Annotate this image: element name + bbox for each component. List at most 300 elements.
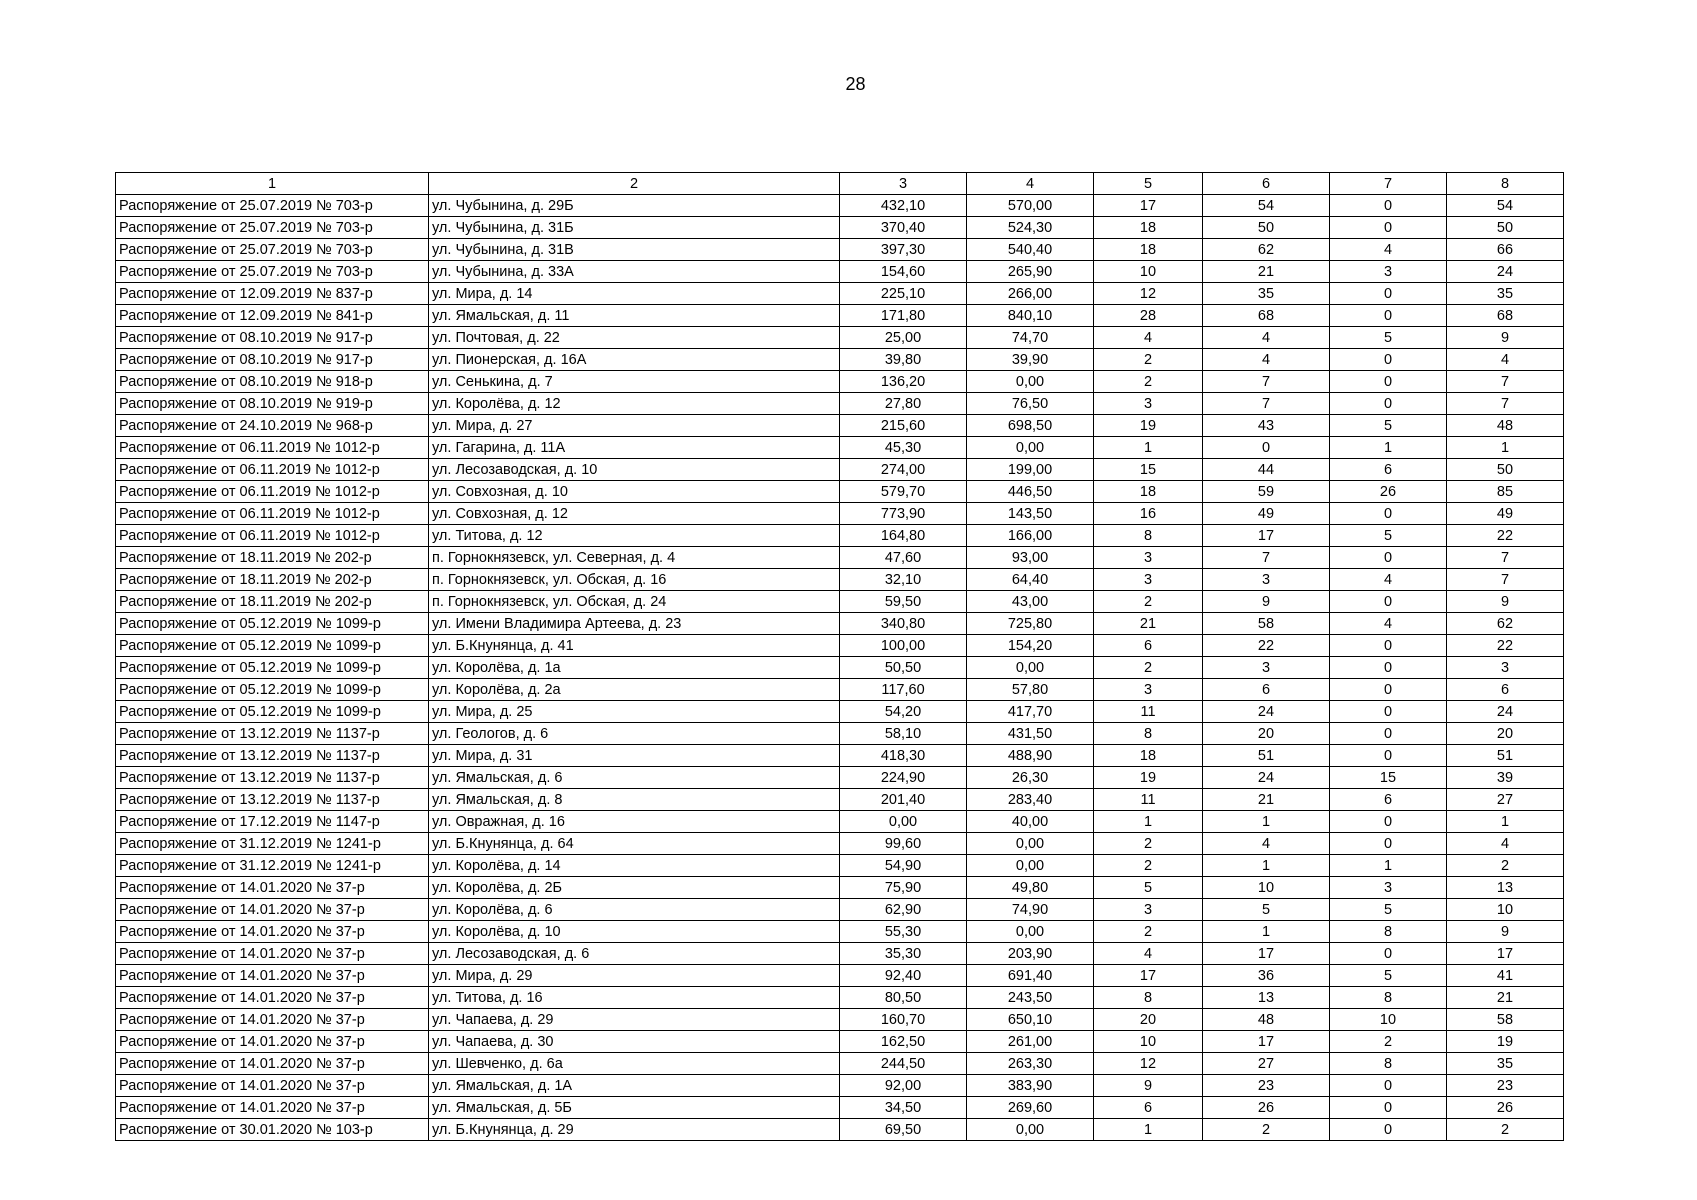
col3-cell: 136,20	[840, 371, 967, 393]
address-cell: ул. Ямальская, д. 6	[429, 767, 840, 789]
col6-cell: 17	[1203, 525, 1330, 547]
document-cell: Распоряжение от 14.01.2020 № 37-р	[116, 943, 429, 965]
col5-cell: 28	[1094, 305, 1203, 327]
col3-cell: 59,50	[840, 591, 967, 613]
col5-cell: 1	[1094, 1119, 1203, 1141]
col7-cell: 0	[1330, 305, 1447, 327]
col4-cell: 263,30	[967, 1053, 1094, 1075]
document-cell: Распоряжение от 24.10.2019 № 968-р	[116, 415, 429, 437]
col5-cell: 10	[1094, 261, 1203, 283]
table-row	[116, 305, 1564, 327]
col6-cell: 7	[1203, 393, 1330, 415]
col7-cell: 5	[1330, 415, 1447, 437]
col5-cell: 3	[1094, 569, 1203, 591]
col4-cell: 0,00	[967, 855, 1094, 877]
col4-cell: 570,00	[967, 195, 1094, 217]
address-cell: п. Горнокнязевск, ул. Обская, д. 24	[429, 591, 840, 613]
address-cell: ул. Титова, д. 16	[429, 987, 840, 1009]
col4-cell: 39,90	[967, 349, 1094, 371]
col4-cell: 265,90	[967, 261, 1094, 283]
col5-cell: 15	[1094, 459, 1203, 481]
address-cell: ул. Чубынина, д. 31Б	[429, 217, 840, 239]
col3-cell: 117,60	[840, 679, 967, 701]
col8-cell: 2	[1447, 855, 1564, 877]
col6-cell: 1	[1203, 811, 1330, 833]
address-cell: ул. Титова, д. 12	[429, 525, 840, 547]
table-row	[116, 1097, 1564, 1119]
col6-cell: 2	[1203, 1119, 1330, 1141]
document-cell: Распоряжение от 05.12.2019 № 1099-р	[116, 613, 429, 635]
col7-cell: 0	[1330, 943, 1447, 965]
table-row	[116, 239, 1564, 261]
col3-cell: 432,10	[840, 195, 967, 217]
table-row	[116, 261, 1564, 283]
header-cell-1: 1	[116, 173, 429, 195]
document-cell: Распоряжение от 14.01.2020 № 37-р	[116, 1053, 429, 1075]
col7-cell: 2	[1330, 1031, 1447, 1053]
header-cell-4: 4	[967, 173, 1094, 195]
document-cell: Распоряжение от 14.01.2020 № 37-р	[116, 921, 429, 943]
document-cell: Распоряжение от 14.01.2020 № 37-р	[116, 899, 429, 921]
document-cell: Распоряжение от 12.09.2019 № 837-р	[116, 283, 429, 305]
address-cell: ул. Чапаева, д. 29	[429, 1009, 840, 1031]
col6-cell: 50	[1203, 217, 1330, 239]
col8-cell: 51	[1447, 745, 1564, 767]
col4-cell: 261,00	[967, 1031, 1094, 1053]
address-cell: ул. Мира, д. 31	[429, 745, 840, 767]
col6-cell: 4	[1203, 327, 1330, 349]
col5-cell: 20	[1094, 1009, 1203, 1031]
document-cell: Распоряжение от 06.11.2019 № 1012-р	[116, 481, 429, 503]
col5-cell: 9	[1094, 1075, 1203, 1097]
address-cell: ул. Совхозная, д. 12	[429, 503, 840, 525]
col5-cell: 21	[1094, 613, 1203, 635]
table-row	[116, 899, 1564, 921]
address-cell: ул. Б.Кнунянца, д. 64	[429, 833, 840, 855]
document-cell: Распоряжение от 05.12.2019 № 1099-р	[116, 701, 429, 723]
address-cell: ул. Ямальская, д. 11	[429, 305, 840, 327]
col7-cell: 8	[1330, 921, 1447, 943]
col6-cell: 27	[1203, 1053, 1330, 1075]
document-cell: Распоряжение от 12.09.2019 № 841-р	[116, 305, 429, 327]
col5-cell: 2	[1094, 855, 1203, 877]
col5-cell: 19	[1094, 767, 1203, 789]
col4-cell: 76,50	[967, 393, 1094, 415]
address-cell: п. Горнокнязевск, ул. Северная, д. 4	[429, 547, 840, 569]
table-row	[116, 701, 1564, 723]
col5-cell: 6	[1094, 635, 1203, 657]
address-cell: ул. Ямальская, д. 8	[429, 789, 840, 811]
col7-cell: 0	[1330, 701, 1447, 723]
col8-cell: 22	[1447, 635, 1564, 657]
col3-cell: 92,40	[840, 965, 967, 987]
table-row	[116, 635, 1564, 657]
col7-cell: 0	[1330, 503, 1447, 525]
document-cell: Распоряжение от 18.11.2019 № 202-р	[116, 591, 429, 613]
col6-cell: 3	[1203, 657, 1330, 679]
col4-cell: 540,40	[967, 239, 1094, 261]
col8-cell: 4	[1447, 349, 1564, 371]
document-cell: Распоряжение от 13.12.2019 № 1137-р	[116, 767, 429, 789]
col4-cell: 725,80	[967, 613, 1094, 635]
col3-cell: 418,30	[840, 745, 967, 767]
col4-cell: 199,00	[967, 459, 1094, 481]
col3-cell: 773,90	[840, 503, 967, 525]
document-cell: Распоряжение от 08.10.2019 № 919-р	[116, 393, 429, 415]
table-row	[116, 987, 1564, 1009]
table-row	[116, 657, 1564, 679]
col8-cell: 6	[1447, 679, 1564, 701]
col5-cell: 17	[1094, 195, 1203, 217]
col7-cell: 1	[1330, 437, 1447, 459]
header-cell-2: 2	[429, 173, 840, 195]
table-row	[116, 877, 1564, 899]
document-cell: Распоряжение от 08.10.2019 № 918-р	[116, 371, 429, 393]
col7-cell: 3	[1330, 261, 1447, 283]
col7-cell: 5	[1330, 525, 1447, 547]
col4-cell: 0,00	[967, 657, 1094, 679]
table-row	[116, 525, 1564, 547]
col5-cell: 1	[1094, 437, 1203, 459]
col5-cell: 19	[1094, 415, 1203, 437]
col4-cell: 0,00	[967, 1119, 1094, 1141]
col4-cell: 57,80	[967, 679, 1094, 701]
col5-cell: 2	[1094, 371, 1203, 393]
document-cell: Распоряжение от 06.11.2019 № 1012-р	[116, 459, 429, 481]
col3-cell: 80,50	[840, 987, 967, 1009]
col8-cell: 85	[1447, 481, 1564, 503]
document-cell: Распоряжение от 31.12.2019 № 1241-р	[116, 833, 429, 855]
document-cell: Распоряжение от 06.11.2019 № 1012-р	[116, 437, 429, 459]
table-row	[116, 855, 1564, 877]
col8-cell: 20	[1447, 723, 1564, 745]
address-cell: ул. Королёва, д. 14	[429, 855, 840, 877]
document-cell: Распоряжение от 13.12.2019 № 1137-р	[116, 745, 429, 767]
col8-cell: 1	[1447, 437, 1564, 459]
col4-cell: 650,10	[967, 1009, 1094, 1031]
col7-cell: 0	[1330, 679, 1447, 701]
col3-cell: 55,30	[840, 921, 967, 943]
col4-cell: 243,50	[967, 987, 1094, 1009]
document-cell: Распоряжение от 13.12.2019 № 1137-р	[116, 723, 429, 745]
address-cell: ул. Чубынина, д. 31В	[429, 239, 840, 261]
col3-cell: 164,80	[840, 525, 967, 547]
col4-cell: 383,90	[967, 1075, 1094, 1097]
col6-cell: 62	[1203, 239, 1330, 261]
table-row	[116, 833, 1564, 855]
col6-cell: 9	[1203, 591, 1330, 613]
col3-cell: 45,30	[840, 437, 967, 459]
document-cell: Распоряжение от 13.12.2019 № 1137-р	[116, 789, 429, 811]
col7-cell: 10	[1330, 1009, 1447, 1031]
col8-cell: 24	[1447, 701, 1564, 723]
table-row	[116, 745, 1564, 767]
col3-cell: 54,90	[840, 855, 967, 877]
col8-cell: 7	[1447, 393, 1564, 415]
col3-cell: 32,10	[840, 569, 967, 591]
col4-cell: 64,40	[967, 569, 1094, 591]
col3-cell: 62,90	[840, 899, 967, 921]
table-row	[116, 811, 1564, 833]
col8-cell: 21	[1447, 987, 1564, 1009]
col5-cell: 2	[1094, 833, 1203, 855]
col4-cell: 43,00	[967, 591, 1094, 613]
col8-cell: 2	[1447, 1119, 1564, 1141]
document-cell: Распоряжение от 08.10.2019 № 917-р	[116, 327, 429, 349]
document-cell: Распоряжение от 14.01.2020 № 37-р	[116, 1009, 429, 1031]
document-cell: Распоряжение от 14.01.2020 № 37-р	[116, 1097, 429, 1119]
col7-cell: 3	[1330, 877, 1447, 899]
col5-cell: 8	[1094, 987, 1203, 1009]
col4-cell: 840,10	[967, 305, 1094, 327]
col8-cell: 26	[1447, 1097, 1564, 1119]
col6-cell: 7	[1203, 547, 1330, 569]
col7-cell: 6	[1330, 789, 1447, 811]
col4-cell: 40,00	[967, 811, 1094, 833]
col4-cell: 93,00	[967, 547, 1094, 569]
document-cell: Распоряжение от 05.12.2019 № 1099-р	[116, 657, 429, 679]
col3-cell: 201,40	[840, 789, 967, 811]
col3-cell: 224,90	[840, 767, 967, 789]
col7-cell: 8	[1330, 987, 1447, 1009]
header-cell-8: 8	[1447, 173, 1564, 195]
table-row	[116, 591, 1564, 613]
table-row	[116, 943, 1564, 965]
col7-cell: 0	[1330, 1075, 1447, 1097]
col5-cell: 18	[1094, 217, 1203, 239]
col6-cell: 48	[1203, 1009, 1330, 1031]
address-cell: ул. Мира, д. 29	[429, 965, 840, 987]
col6-cell: 58	[1203, 613, 1330, 635]
address-cell: ул. Королёва, д. 12	[429, 393, 840, 415]
col6-cell: 7	[1203, 371, 1330, 393]
col4-cell: 446,50	[967, 481, 1094, 503]
col3-cell: 215,60	[840, 415, 967, 437]
document-cell: Распоряжение от 08.10.2019 № 917-р	[116, 349, 429, 371]
col5-cell: 6	[1094, 1097, 1203, 1119]
address-cell: ул. Лесозаводская, д. 10	[429, 459, 840, 481]
col6-cell: 10	[1203, 877, 1330, 899]
table-row	[116, 415, 1564, 437]
document-cell: Распоряжение от 25.07.2019 № 703-р	[116, 217, 429, 239]
table-row	[116, 1119, 1564, 1141]
table-row	[116, 569, 1564, 591]
table-body	[116, 195, 1564, 1141]
col3-cell: 244,50	[840, 1053, 967, 1075]
col6-cell: 26	[1203, 1097, 1330, 1119]
document-cell: Распоряжение от 25.07.2019 № 703-р	[116, 239, 429, 261]
col5-cell: 8	[1094, 723, 1203, 745]
col6-cell: 24	[1203, 701, 1330, 723]
address-cell: ул. Шевченко, д. 6а	[429, 1053, 840, 1075]
col7-cell: 5	[1330, 965, 1447, 987]
address-cell: ул. Пионерская, д. 16А	[429, 349, 840, 371]
col6-cell: 21	[1203, 789, 1330, 811]
col5-cell: 2	[1094, 591, 1203, 613]
col5-cell: 2	[1094, 349, 1203, 371]
col3-cell: 225,10	[840, 283, 967, 305]
col8-cell: 39	[1447, 767, 1564, 789]
col4-cell: 203,90	[967, 943, 1094, 965]
col7-cell: 15	[1330, 767, 1447, 789]
col3-cell: 75,90	[840, 877, 967, 899]
page-number: 28	[845, 74, 866, 94]
document-cell: Распоряжение от 14.01.2020 № 37-р	[116, 1031, 429, 1053]
col6-cell: 13	[1203, 987, 1330, 1009]
address-cell: ул. Королёва, д. 6	[429, 899, 840, 921]
document-cell: Распоряжение от 05.12.2019 № 1099-р	[116, 635, 429, 657]
col6-cell: 51	[1203, 745, 1330, 767]
col3-cell: 25,00	[840, 327, 967, 349]
col8-cell: 7	[1447, 569, 1564, 591]
col5-cell: 2	[1094, 657, 1203, 679]
col3-cell: 39,80	[840, 349, 967, 371]
col3-cell: 160,70	[840, 1009, 967, 1031]
table-row	[116, 217, 1564, 239]
col3-cell: 58,10	[840, 723, 967, 745]
col8-cell: 3	[1447, 657, 1564, 679]
col4-cell: 74,70	[967, 327, 1094, 349]
col8-cell: 22	[1447, 525, 1564, 547]
col7-cell: 0	[1330, 547, 1447, 569]
col6-cell: 68	[1203, 305, 1330, 327]
col7-cell: 1	[1330, 855, 1447, 877]
col5-cell: 3	[1094, 547, 1203, 569]
col6-cell: 35	[1203, 283, 1330, 305]
address-cell: ул. Чубынина, д. 33А	[429, 261, 840, 283]
table-row	[116, 283, 1564, 305]
col4-cell: 0,00	[967, 371, 1094, 393]
address-cell: ул. Овражная, д. 16	[429, 811, 840, 833]
col4-cell: 283,40	[967, 789, 1094, 811]
col8-cell: 68	[1447, 305, 1564, 327]
document-cell: Распоряжение от 18.11.2019 № 202-р	[116, 569, 429, 591]
col7-cell: 6	[1330, 459, 1447, 481]
address-cell: ул. Геологов, д. 6	[429, 723, 840, 745]
col3-cell: 99,60	[840, 833, 967, 855]
col8-cell: 50	[1447, 217, 1564, 239]
col6-cell: 5	[1203, 899, 1330, 921]
col7-cell: 0	[1330, 833, 1447, 855]
col8-cell: 9	[1447, 921, 1564, 943]
col3-cell: 35,30	[840, 943, 967, 965]
address-cell: ул. Почтовая, д. 22	[429, 327, 840, 349]
col8-cell: 66	[1447, 239, 1564, 261]
col4-cell: 488,90	[967, 745, 1094, 767]
col6-cell: 6	[1203, 679, 1330, 701]
col5-cell: 12	[1094, 1053, 1203, 1075]
col5-cell: 11	[1094, 701, 1203, 723]
col5-cell: 18	[1094, 239, 1203, 261]
document-cell: Распоряжение от 30.01.2020 № 103-р	[116, 1119, 429, 1141]
table-row	[116, 613, 1564, 635]
address-cell: ул. Чапаева, д. 30	[429, 1031, 840, 1053]
col8-cell: 50	[1447, 459, 1564, 481]
col8-cell: 58	[1447, 1009, 1564, 1031]
col3-cell: 171,80	[840, 305, 967, 327]
col5-cell: 2	[1094, 921, 1203, 943]
col6-cell: 4	[1203, 349, 1330, 371]
col6-cell: 59	[1203, 481, 1330, 503]
header-cell-3: 3	[840, 173, 967, 195]
col8-cell: 49	[1447, 503, 1564, 525]
col7-cell: 4	[1330, 569, 1447, 591]
address-cell: ул. Б.Кнунянца, д. 29	[429, 1119, 840, 1141]
col8-cell: 7	[1447, 547, 1564, 569]
col7-cell: 0	[1330, 393, 1447, 415]
col6-cell: 0	[1203, 437, 1330, 459]
document-cell: Распоряжение от 25.07.2019 № 703-р	[116, 261, 429, 283]
col7-cell: 0	[1330, 635, 1447, 657]
col7-cell: 4	[1330, 239, 1447, 261]
col7-cell: 0	[1330, 723, 1447, 745]
address-cell: ул. Мира, д. 14	[429, 283, 840, 305]
address-cell: ул. Мира, д. 25	[429, 701, 840, 723]
document-cell: Распоряжение от 17.12.2019 № 1147-р	[116, 811, 429, 833]
table-header-row	[116, 173, 1564, 195]
col5-cell: 10	[1094, 1031, 1203, 1053]
table-row	[116, 547, 1564, 569]
col6-cell: 20	[1203, 723, 1330, 745]
col6-cell: 44	[1203, 459, 1330, 481]
col8-cell: 9	[1447, 591, 1564, 613]
col7-cell: 4	[1330, 613, 1447, 635]
col7-cell: 0	[1330, 1119, 1447, 1141]
table-row	[116, 723, 1564, 745]
col8-cell: 24	[1447, 261, 1564, 283]
address-cell: ул. Сенькина, д. 7	[429, 371, 840, 393]
col7-cell: 26	[1330, 481, 1447, 503]
document-cell: Распоряжение от 25.07.2019 № 703-р	[116, 195, 429, 217]
address-cell: ул. Ямальская, д. 1А	[429, 1075, 840, 1097]
col4-cell: 417,70	[967, 701, 1094, 723]
col5-cell: 12	[1094, 283, 1203, 305]
col8-cell: 9	[1447, 327, 1564, 349]
col4-cell: 0,00	[967, 921, 1094, 943]
col4-cell: 49,80	[967, 877, 1094, 899]
col4-cell: 269,60	[967, 1097, 1094, 1119]
header-cell-7: 7	[1330, 173, 1447, 195]
col4-cell: 266,00	[967, 283, 1094, 305]
col4-cell: 143,50	[967, 503, 1094, 525]
header-cell-6: 6	[1203, 173, 1330, 195]
table-row	[116, 921, 1564, 943]
col7-cell: 0	[1330, 195, 1447, 217]
table-row	[116, 481, 1564, 503]
address-cell: ул. Королёва, д. 1а	[429, 657, 840, 679]
col7-cell: 0	[1330, 349, 1447, 371]
address-cell: ул. Королёва, д. 10	[429, 921, 840, 943]
col5-cell: 18	[1094, 481, 1203, 503]
col4-cell: 524,30	[967, 217, 1094, 239]
table-row	[116, 503, 1564, 525]
col4-cell: 431,50	[967, 723, 1094, 745]
table-row	[116, 1053, 1564, 1075]
col3-cell: 397,30	[840, 239, 967, 261]
table-row	[116, 1031, 1564, 1053]
table-row	[116, 371, 1564, 393]
document-cell: Распоряжение от 06.11.2019 № 1012-р	[116, 503, 429, 525]
col7-cell: 0	[1330, 371, 1447, 393]
col5-cell: 1	[1094, 811, 1203, 833]
document-cell: Распоряжение от 31.12.2019 № 1241-р	[116, 855, 429, 877]
col5-cell: 5	[1094, 877, 1203, 899]
table-row	[116, 327, 1564, 349]
col8-cell: 17	[1447, 943, 1564, 965]
col3-cell: 54,20	[840, 701, 967, 723]
address-cell: ул. Гагарина, д. 11А	[429, 437, 840, 459]
document-cell: Распоряжение от 14.01.2020 № 37-р	[116, 965, 429, 987]
